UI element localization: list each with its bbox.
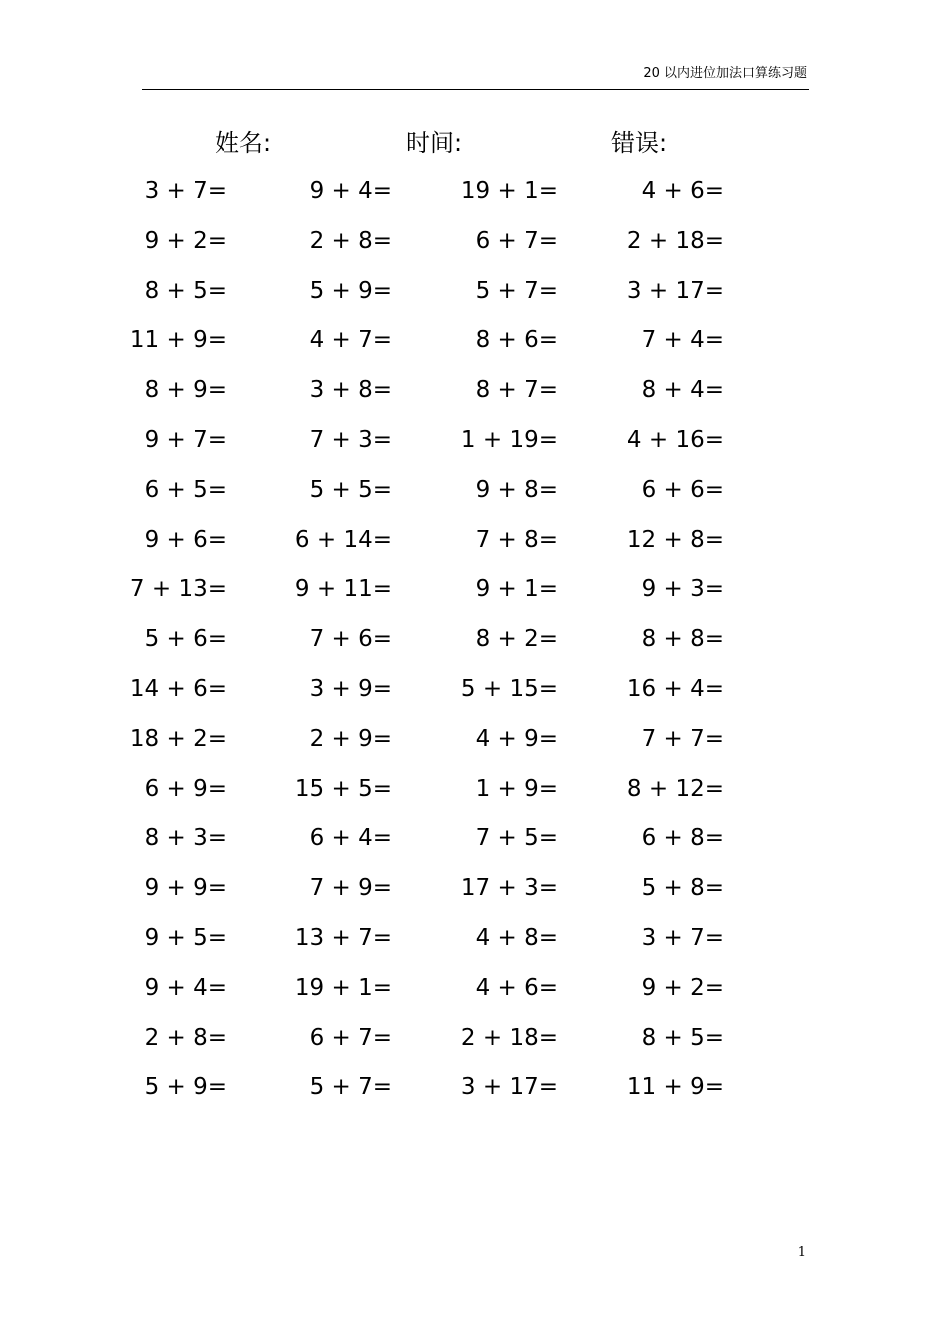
- problem-item: 4 + 9=: [475, 725, 558, 752]
- problem-item: 3 + 7=: [144, 178, 227, 204]
- problem-row: [0, 764, 950, 814]
- problem-item: 6 + 7=: [475, 227, 558, 254]
- problem-item: 7 + 3=: [309, 426, 392, 453]
- problem-item: 19 + 1=: [460, 178, 558, 204]
- problem-item: 15 + 5=: [294, 775, 392, 802]
- problem-item: 5 + 5=: [309, 476, 392, 503]
- page-number: 1: [797, 1245, 806, 1260]
- problem-row: [0, 913, 950, 963]
- problem-item: 11 + 9=: [129, 327, 227, 354]
- problem-item: 4 + 8=: [475, 924, 558, 951]
- problem-item: 3 + 7=: [641, 924, 724, 951]
- problem-item: 6 + 4=: [309, 825, 392, 852]
- problem-item: 5 + 6=: [144, 626, 227, 653]
- problem-item: 1 + 9=: [475, 775, 558, 802]
- problem-item: 9 + 4=: [144, 974, 227, 1001]
- problem-item: 8 + 7=: [475, 377, 558, 404]
- problem-item: 7 + 6=: [309, 626, 392, 653]
- problem-item: 7 + 7=: [641, 725, 724, 752]
- problem-item: 9 + 11=: [294, 576, 392, 603]
- problem-item: 19 + 1=: [294, 974, 392, 1001]
- problem-row: [0, 813, 950, 863]
- problem-row: [0, 614, 950, 664]
- problem-item: 7 + 9=: [309, 875, 392, 902]
- problem-item: 2 + 18=: [460, 1024, 558, 1051]
- problem-item: 9 + 6=: [144, 526, 227, 553]
- problem-item: 8 + 5=: [641, 1024, 724, 1051]
- problem-item: 9 + 2=: [144, 227, 227, 254]
- problem-item: 9 + 2=: [641, 974, 724, 1001]
- problem-item: 2 + 9=: [309, 725, 392, 752]
- problem-row: [0, 515, 950, 565]
- problem-item: 5 + 9=: [309, 277, 392, 304]
- student-info-row: [0, 126, 950, 160]
- problem-item: 9 + 8=: [475, 476, 558, 503]
- problem-row: [0, 564, 950, 614]
- problem-item: 8 + 5=: [144, 277, 227, 304]
- problem-item: 4 + 6=: [641, 178, 724, 204]
- problem-item: 5 + 7=: [475, 277, 558, 304]
- problem-item: 18 + 2=: [129, 725, 227, 752]
- problem-item: 9 + 3=: [641, 576, 724, 603]
- problem-item: 4 + 16=: [626, 426, 724, 453]
- problem-row: [0, 266, 950, 316]
- problem-item: 3 + 17=: [626, 277, 724, 304]
- problem-row: [0, 365, 950, 415]
- problem-item: 11 + 9=: [626, 1074, 724, 1101]
- problem-item: 5 + 9=: [144, 1074, 227, 1101]
- problem-row: [0, 1013, 950, 1063]
- problem-item: 14 + 6=: [129, 675, 227, 702]
- time-label: 时间:: [406, 129, 463, 157]
- problem-item: 4 + 6=: [475, 974, 558, 1001]
- problem-item: 8 + 12=: [626, 775, 724, 802]
- problem-item: 2 + 8=: [144, 1024, 227, 1051]
- problem-item: 7 + 13=: [129, 576, 227, 603]
- problem-item: 9 + 1=: [475, 576, 558, 603]
- problem-item: 4 + 7=: [309, 327, 392, 354]
- problem-item: 5 + 15=: [460, 675, 558, 702]
- errors-label: 错误:: [611, 129, 668, 157]
- problem-item: 2 + 8=: [309, 227, 392, 254]
- problem-item: 8 + 6=: [475, 327, 558, 354]
- problem-row: [0, 415, 950, 465]
- problem-item: 12 + 8=: [626, 526, 724, 553]
- problem-item: 3 + 17=: [460, 1074, 558, 1101]
- problem-item: 8 + 4=: [641, 377, 724, 404]
- problem-item: 1 + 19=: [460, 426, 558, 453]
- problem-row: [0, 166, 950, 216]
- problem-item: 7 + 4=: [641, 327, 724, 354]
- problem-row: [0, 1062, 950, 1112]
- problem-item: 8 + 2=: [475, 626, 558, 653]
- problem-item: 5 + 7=: [309, 1074, 392, 1101]
- problem-item: 8 + 3=: [144, 825, 227, 852]
- problem-item: 3 + 8=: [309, 377, 392, 404]
- problem-item: 13 + 7=: [294, 924, 392, 951]
- problem-item: 2 + 18=: [626, 227, 724, 254]
- problem-item: 6 + 9=: [144, 775, 227, 802]
- problem-item: 6 + 8=: [641, 825, 724, 852]
- problem-item: 8 + 9=: [144, 377, 227, 404]
- problem-item: 16 + 4=: [626, 675, 724, 702]
- problem-item: 6 + 14=: [294, 526, 392, 553]
- problem-row: [0, 714, 950, 764]
- problem-row: [0, 863, 950, 913]
- problem-row: [0, 664, 950, 714]
- problem-item: 6 + 6=: [641, 476, 724, 503]
- problem-item: 6 + 5=: [144, 476, 227, 503]
- problem-item: 9 + 9=: [144, 875, 227, 902]
- problem-item: 17 + 3=: [460, 875, 558, 902]
- name-label: 姓名:: [215, 129, 272, 157]
- problem-item: 7 + 8=: [475, 526, 558, 553]
- problem-row: [0, 963, 950, 1013]
- problem-item: 5 + 8=: [641, 875, 724, 902]
- problem-item: 7 + 5=: [475, 825, 558, 852]
- problem-item: 9 + 7=: [144, 426, 227, 453]
- problem-item: 3 + 9=: [309, 675, 392, 702]
- problem-item: 8 + 8=: [641, 626, 724, 653]
- problem-row: [0, 216, 950, 266]
- problem-item: 9 + 5=: [144, 924, 227, 951]
- problem-item: 6 + 7=: [309, 1024, 392, 1051]
- problem-grid: [0, 166, 950, 1112]
- header-title: 20 以内进位加法口算练习题: [643, 66, 807, 81]
- problem-row: [0, 465, 950, 515]
- problem-row: [0, 315, 950, 365]
- header-divider: [142, 89, 809, 90]
- problem-item: 9 + 4=: [309, 178, 392, 204]
